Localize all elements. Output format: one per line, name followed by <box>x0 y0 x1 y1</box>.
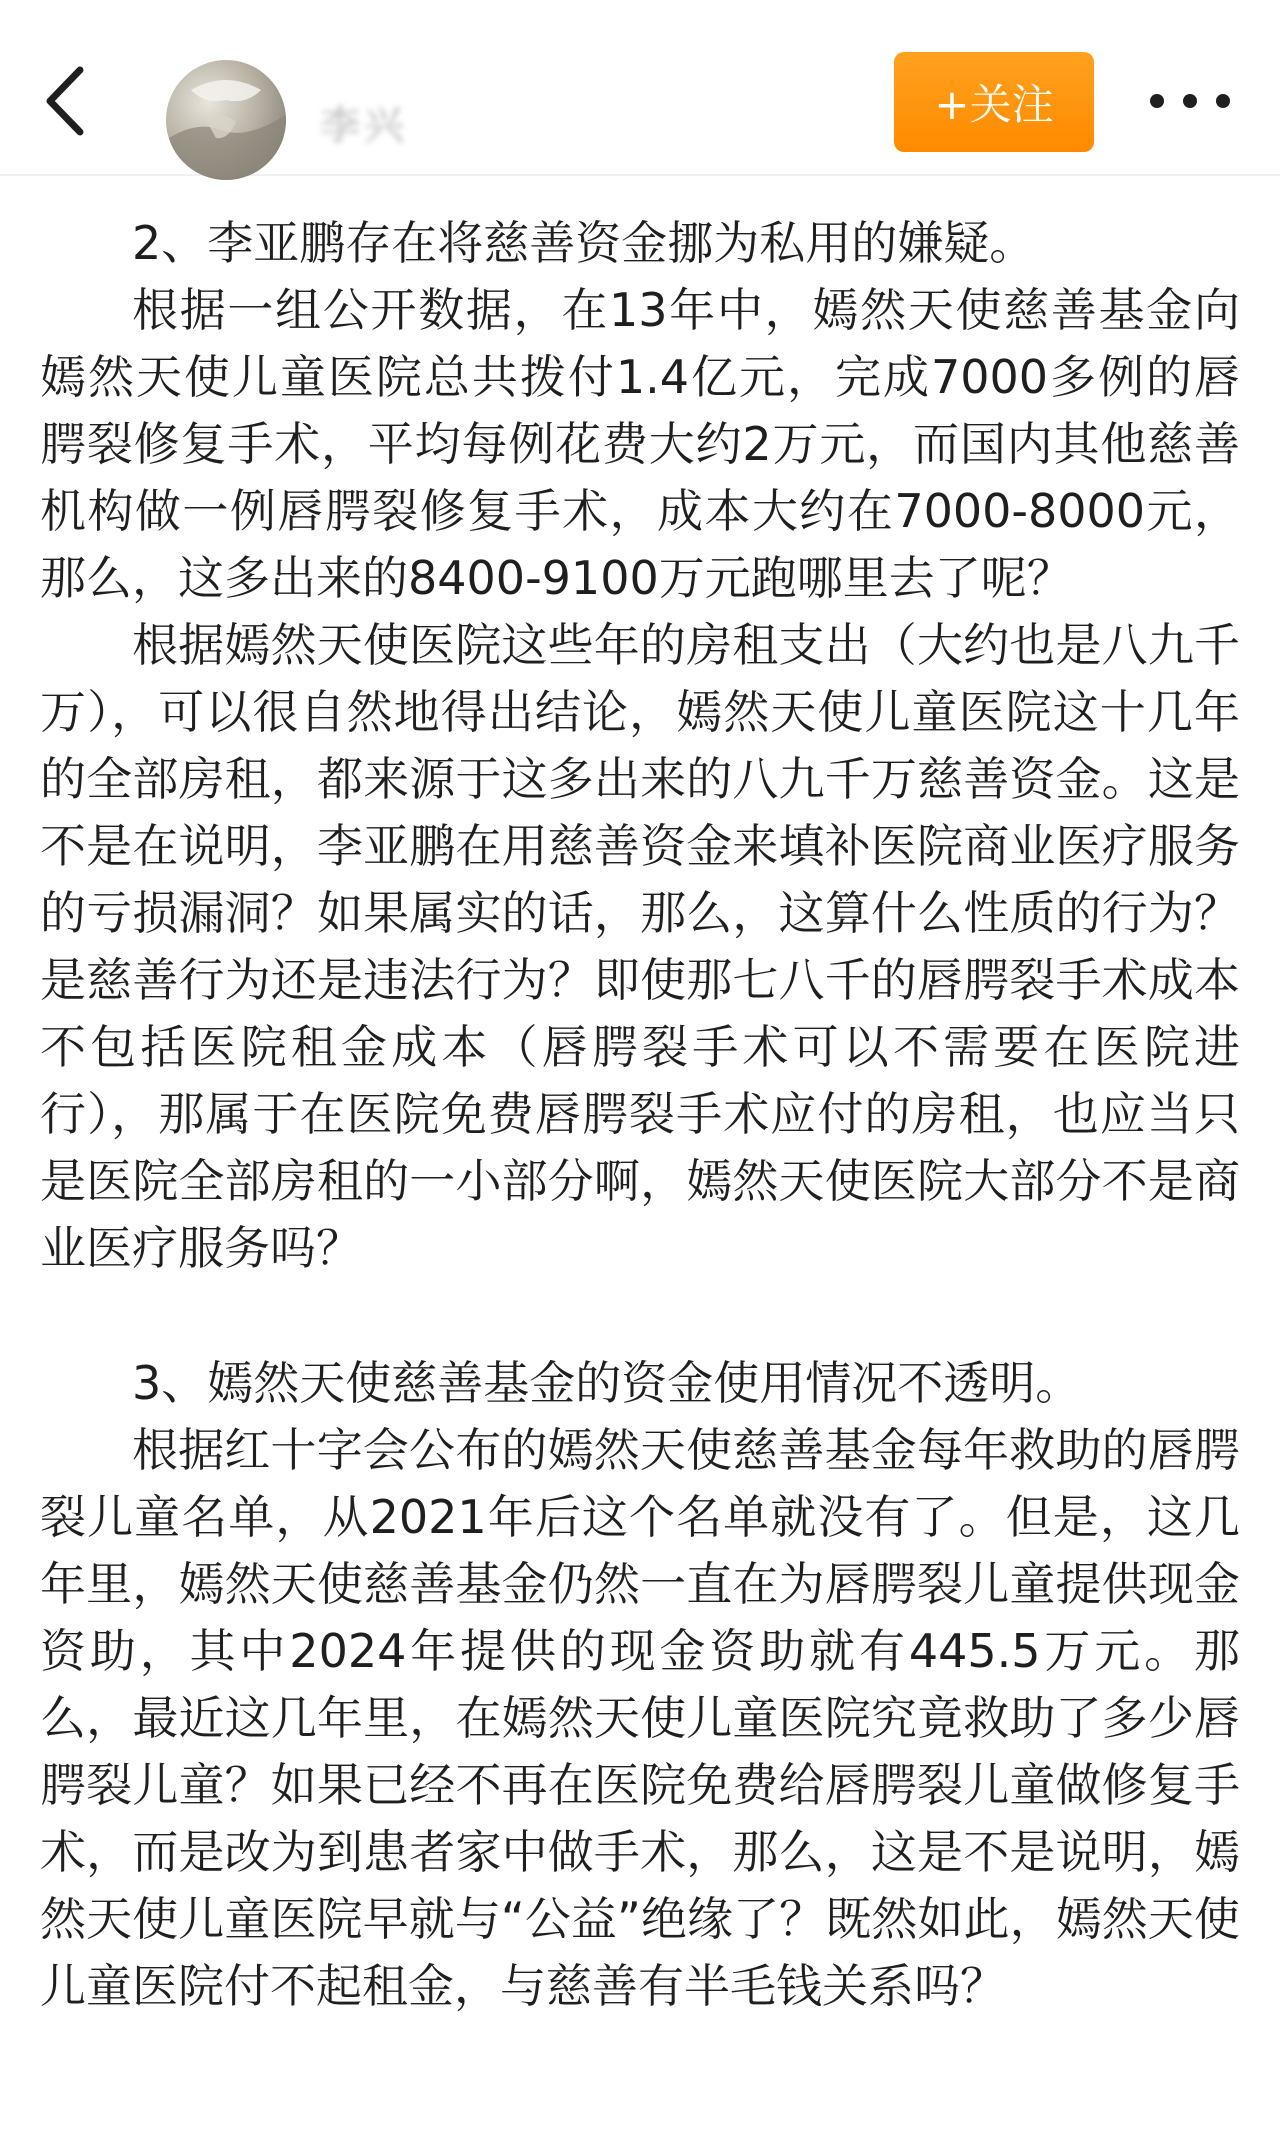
section-3-title: 3、嫣然天使慈善基金的资金使用情况不透明。 <box>132 1356 1082 1410</box>
chevron-left-icon <box>44 66 88 136</box>
avatar-image <box>166 60 286 180</box>
section-2-paragraph-1: 根据一组公开数据，在13年中，嫣然天使慈善基金向嫣然天使儿童医院总共拨付1.4亿元，完成7000多例的唇腭裂修复手术，平均每例花费大约2万元，而国内其他慈善机构做一例唇腭裂修复手术，成本大约在7000-8000元，那么，这多出来的8400-9100万元跑哪里去了呢？ <box>40 283 1240 605</box>
section-2-paragraph-2: 根据嫣然天使医院这些年的房租支出（大约也是八九千万），可以很自然地得出结论，嫣然天使儿童医院这十几年的全部房租，都来源于这多出来的八九千万慈善资金。这是不是在说明，李亚鹏在用慈善资金来填补医院商业医疗服务的亏损漏洞？如果属实的话，那么，这算什么性质的行为？是慈善行为还是违法行为？即使那七八千的唇腭裂手术成本不包括医院租金成本（唇腭裂手术可以不需要在医院进行），那属于在医院免费唇腭裂手术应付的房租，也应当只是医院全部房租的一小部分啊，嫣然天使医院大部分不是商业医疗服务吗？ <box>40 618 1240 1275</box>
more-dots-icon <box>1150 94 1164 108</box>
top-bar <box>0 0 1280 176</box>
more-options-button[interactable] <box>1150 86 1230 116</box>
section-3-paragraph-1: 根据红十字会公布的嫣然天使慈善基金每年救助的唇腭裂儿童名单，从2021年后这个名单就没有了。但是，这几年里，嫣然天使慈善基金仍然一直在为唇腭裂儿童提供现金资助，其中2024年提供的现金资助就有445.5万元。那么，最近这几年里，在嫣然天使儿童医院究竟救助了多少唇腭裂儿童？如果已经不再在医院免费给唇腭裂儿童做修复手术，而是改为到患者家中做手术，那么，这是不是说明，嫣然天使儿童医院早就与“公益”绝缘了？既然如此，嫣然天使儿童医院付不起租金，与慈善有半毛钱关系吗？ <box>40 1423 1240 2013</box>
more-dots-icon <box>1183 94 1197 108</box>
avatar[interactable] <box>166 60 286 180</box>
more-dots-icon <box>1216 94 1230 108</box>
back-button[interactable] <box>44 66 88 136</box>
username[interactable]: 李兴 <box>320 103 408 149</box>
section-2-title: 2、李亚鹏存在将慈善资金挪为私用的嫌疑。 <box>132 216 1036 270</box>
section-spacer <box>40 1282 1240 1350</box>
follow-button[interactable]: +关注 <box>894 52 1094 152</box>
article-body <box>40 210 1240 2020</box>
